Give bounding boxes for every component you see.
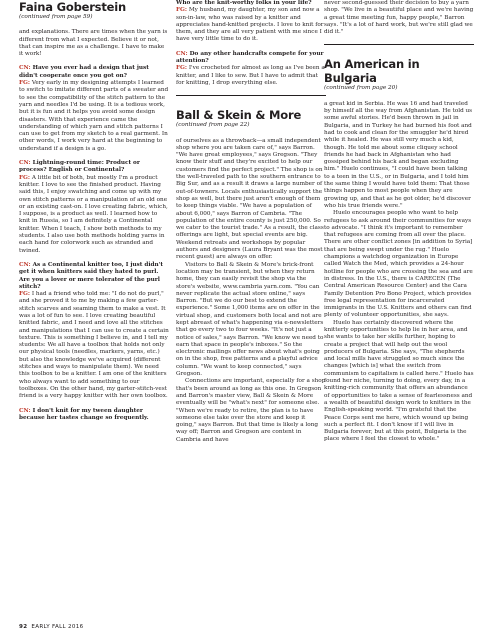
answer [176, 65, 326, 87]
question [176, 0, 326, 7]
answer-text: I had a friend who told me: "I do not do purl," and she proved it to me by making a few garter-stitch scarves and seaming them to make a vest. It was a lot of fun to see. I love creating beautiful knitted fabric, and I need and love all the stitches and manipulations that I can use to create a certain texture. This is something I believe in, and I tell my students: We all have a toolbox that holds not only our physical tools (needles, markers, yarns, etc.) but also the knowledge we've acquired (different stitches and ways to manipulate them). We need this toolbox to be a knitter. I am one of the knitters who always want to add something to our toolboxes. On the other hand, my garter-stitch-vest friend is a very happy knitter with her own toolbox. [19, 291, 169, 400]
respondent-label: FG: [176, 65, 187, 72]
question-text: Who are the knit-worthy folks in your life? [176, 0, 312, 6]
column-1 [19, 0, 169, 422]
interviewer-label: CN: [19, 65, 31, 72]
column-2 [176, 0, 326, 444]
answer-text: My husband, my daughter, my son and now a son-in-law, who was raised by a knitter and appreciates hand-knitted projects. I love to knit for them, and they are all very patient with me since I have very little time to do it. [176, 7, 324, 43]
question [19, 65, 169, 80]
question-text: As a Continental knitter too, I just didn't get it when knitters said they hated to purl. Are you a lover or mere tolerator of the purl stitch? [19, 261, 163, 290]
question-text: I don't knit for my tween daughter because her tastes change so frequently. [19, 407, 149, 421]
question [19, 262, 169, 291]
question [176, 51, 326, 66]
article-heading: Faina Goberstein [19, 0, 126, 14]
question [19, 160, 169, 175]
answer [19, 291, 169, 400]
paragraph: of ourselves as a throwback—a small independent shop where you are taken care of," says Barron. "We have great employees," says Gregson. "They know their stuff and they're excited to help our customers find the perfect project." The shop is on the well-traveled path to the southern entrance to Big Sur, and as a result it draws a large number of out-of-towners. Locals enthusiastically support the shop as well, but there just aren't enough of them to keep things viable. "We have a population of about 6,000," says Barron of Cambria. "The population of the entire county is just 250,000. So we cater to the tourist trade." As a result, the class offerings are light, but special events are big. Weekend retreats and workshops by popular authors and designers (Laura Bryant was the most recent guest) are always on offer. [176, 137, 324, 261]
respondent-label: FG: [19, 291, 30, 298]
continued-note: (continued from page 20) [324, 85, 398, 92]
respondent-label: FG: [19, 80, 30, 87]
article-heading: Ball & Skein & More [176, 108, 302, 123]
page-number: 92 [19, 624, 28, 630]
paragraph: Huelo has certainly discovered where the knitterly opportunities to help lie in her area, and she wants to take her skills further, hoping to create a project that will help out the wool producers of Bulgaria. She says, "The shepherds and local mills have struggled so much since the changes [which is] what the switch from communism to capitalism is called here." Huelo has found her niche, turning to doing, every day, in a knitting-rich community that offers an abundance of opportunities to take a sense of fearlessness and a wealth of beautiful design work to knitters in the English-speaking world. "I'm grateful that the Peace Corps sent me here, which wound up being such a perfect fit. I don't know if I will live in Bulgaria forever, but at this point, Bulgaria is the place where I feel the closest to whole." [324, 319, 474, 443]
paragraph: Connections are important, especially for a shop that's been around as long as this one. In Gregson and Barron's master view, Ball & Skein & More eventually will be "what's next" for someone else. "When we're ready to retire, the plan is to have someone else take over the store and keep it going," says Barron. But that time is likely a long way off; Barron and Gregson are content in Cambria and have [176, 378, 326, 443]
column-3 [324, 0, 474, 444]
section-divider [176, 95, 326, 108]
paragraph: and explanations. There are times when the yarn is different from what I expected. Believe it or not, that can inspire me as a challenge. I have to make it work! [19, 29, 168, 58]
answer [19, 80, 169, 153]
answer-text: I've crocheted for almost as long as I've been a knitter, and I like to sew. But I have to admit that for knitting, I drop everything else. [176, 65, 325, 86]
question-text: Lightning-round time: Product or process? English or Continental? [19, 160, 140, 174]
respondent-label: FG: [176, 7, 187, 14]
paragraph: Huelo encourages people who want to help refugees to ask around their communities for ways to advocate. "I think it's important to remember that refugees are coming from all over the place. There are other conflict zones [in addition to Syria] that are being swept under the rug." Huelo champions a watchdog organization in Europe called Watch the Med, which provides a 24-hour hotline for people who are crossing the sea and are in distress. In the U.S., there is CARECEN (The Central American Resource Center) and the Cara Family Detention Pro Bono Project, which provides free legal representation for incarcerated immigrants in the U.S. Knitters and others can find plenty of volunteer opportunities, she says. [324, 210, 473, 319]
interviewer-label: CN: [176, 50, 188, 57]
question-text: Do any other handcrafts compete for your attention? [176, 50, 324, 65]
answer [19, 175, 169, 255]
question [19, 408, 169, 423]
respondent-label: FG: [19, 174, 30, 181]
answer [176, 7, 326, 43]
continued-note: (continued from page 59) [19, 14, 93, 20]
paragraph: a great kid in Serbia. He was 16 and had traveled by himself all the way from Afghanistan. He told us some awful stories. He'd been thrown in jail in Bulgaria, and in Turkey he had burned his foot and had to cook and clean for the smuggler he'd hired while it healed. He was still very much a kid, though. He told me about some cliquey school friends he had back in Afghanistan who had gossiped behind his back and began excluding him." Huelo continues, "I could have been talking to a teen in the U.S., or in Bulgaria, and I told him the same thing I would have told them: That those things happen to most people when they are growing up, and that as he got older, he'd discover who his true friends were." [324, 100, 473, 209]
article-heading: An American in Bulgaria [324, 57, 420, 86]
interviewer-label: CN: [19, 160, 31, 167]
continued-note: (continued from page 22) [176, 122, 250, 129]
question-text: Have you ever had a design that just didn't cooperate once you got on? [19, 65, 149, 79]
issue-name: EARLY FALL 2016 [31, 624, 84, 630]
page-footer [19, 624, 83, 630]
paragraph: Visitors to Ball & Skein & More's brick-front location may be transient, but when they return home, they can easily revisit the shop via the store's website, www.cambria yarn.com. "You can never replicate the actual store online," says Barron. "But we do our best to extend the experience." Some 1,000 items are on offer in the virtual shop, and customers both local and not are kept abreast of what's happening via e-newsletters that go every two to four weeks. "It's not just a notice of sales," says Barron. "We know we need to earn that space in people's inboxes." So the electronic mailings offer news about what's going on in the shop, free patterns and a playful advice column. "We want to keep connected," says Gregson. [176, 261, 324, 378]
interviewer-label: CN: [19, 261, 31, 268]
answer-text: Very early in my designing attempts I learned to switch to imitate different parts of a sweater and to see the compatibility of the stitch pattern to the yarn and needles I'd be using. It is a tedious work, but it is fun and it helps you avoid some design disasters. With that experience came the understanding of which yarn and stitch patterns I can use to get from my sketch to a real garment. In other words, I work very hard at the beginning to understand if a design is a go. [19, 80, 169, 152]
interviewer-label: CN: [19, 407, 31, 414]
paragraph: never second-guessed their decision to buy a yarn shop. "We live in a beautiful place and we're having a great time meeting fun, happy people," Barron says. "It's a lot of hard work, but we're still glad we did it." [324, 0, 474, 36]
answer-text: A little bit of both, but mostly I'm a product knitter. I love to see the finished product. Having said this, I enjoy swatching and come up with my own stitch patterns or a manipulation of an old one or an existing cast-on. I love creating fabric, which, I suppose, is a product as well. I learned how to knit in Russia, so I am definitely a Continental knitter. When I teach, I show both methods to my students. I also use both methods holding yarns in each hand for colorwork such as stranded and twined. [19, 174, 168, 254]
section-divider [324, 44, 474, 57]
